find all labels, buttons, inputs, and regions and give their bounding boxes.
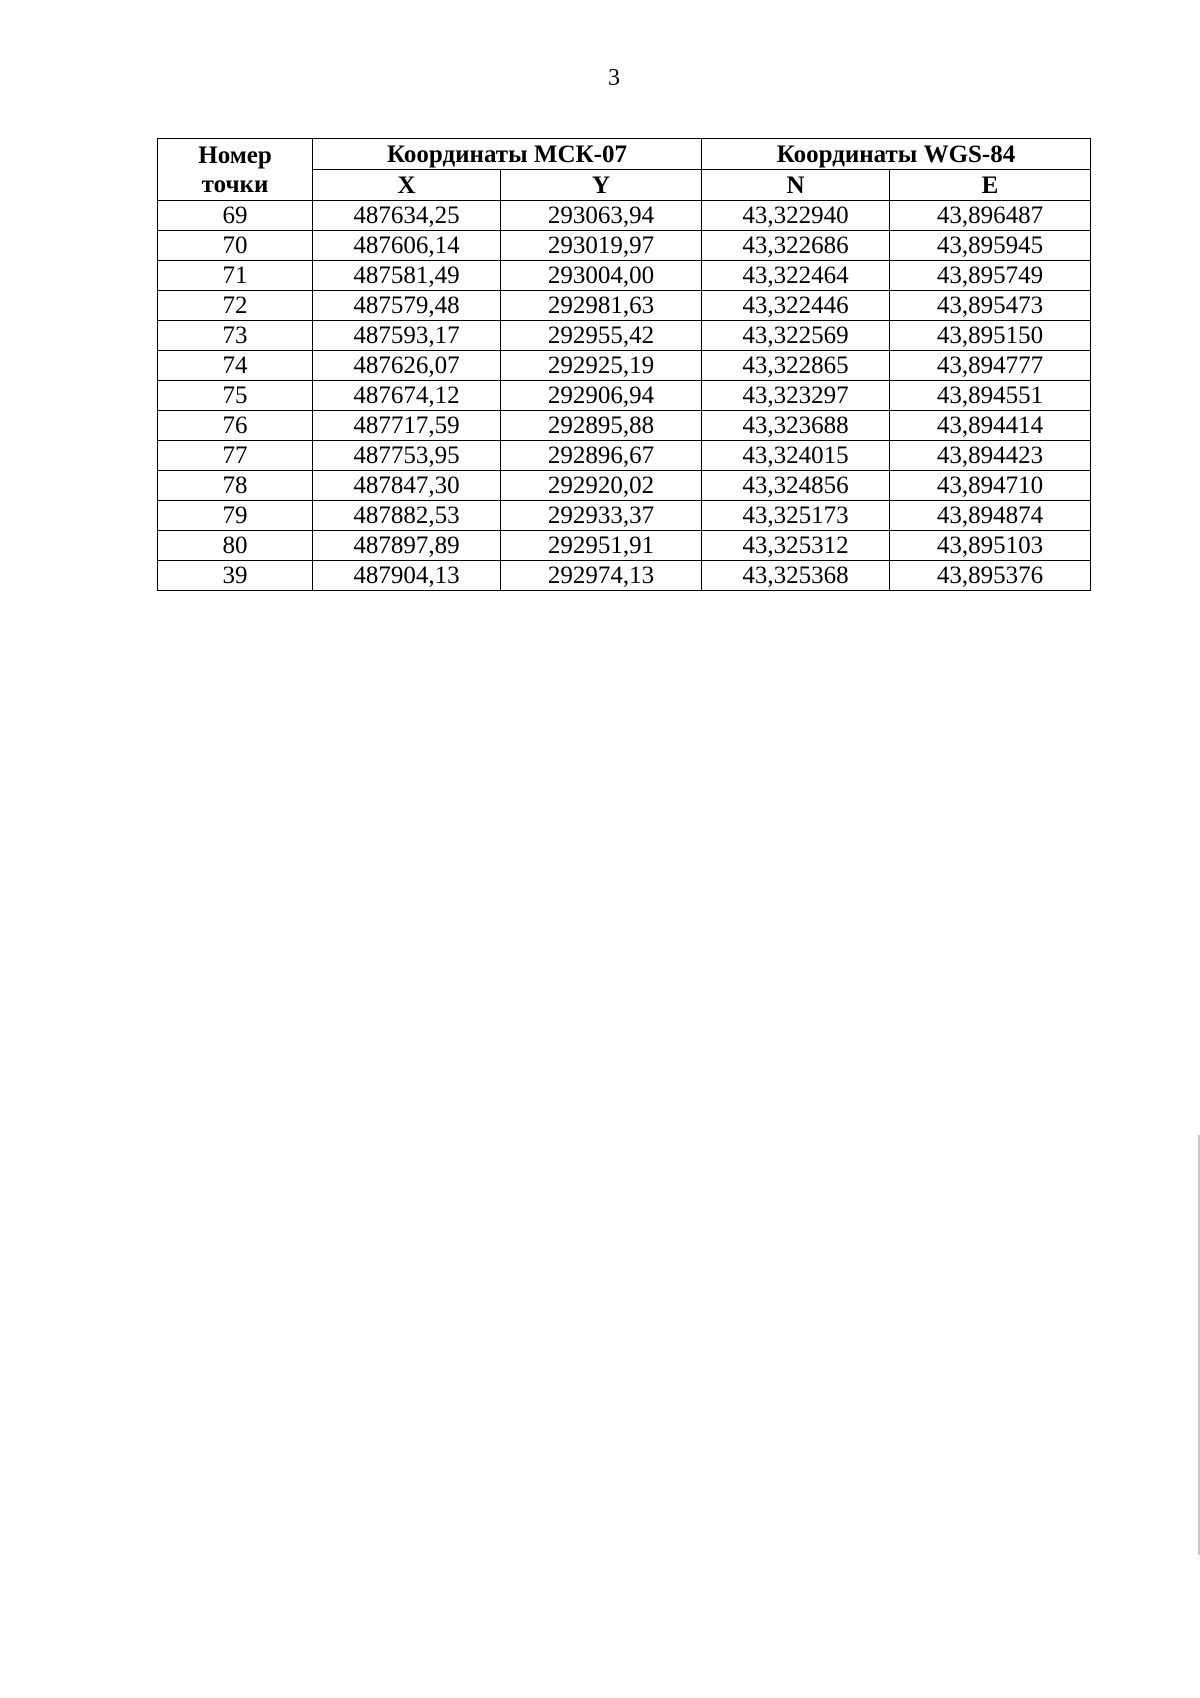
msk-x-cell: 487753,95 [313,441,501,471]
wgs-e-cell: 43,895376 [890,561,1091,591]
table-row [158,261,1091,291]
msk-x-cell: 487882,53 [313,501,501,531]
msk-y-cell: 292925,19 [501,351,702,381]
table-row [158,321,1091,351]
point-number-cell: 79 [158,501,313,531]
point-number-header-line2: точки [201,170,269,198]
msk-y-cell: 292895,88 [501,411,702,441]
msk-y-cell: 293019,97 [501,231,702,261]
msk-y-cell: 292981,63 [501,291,702,321]
msk-y-cell: 292951,91 [501,531,702,561]
table-row [158,381,1091,411]
point-number-cell: 76 [158,411,313,441]
table-header [158,139,1091,201]
wgs-n-cell: 43,322464 [702,261,890,291]
point-number-cell: 77 [158,441,313,471]
table-row [158,291,1091,321]
column-y-header: Y [501,170,702,201]
point-number-header-line1: Номер [198,141,272,169]
point-number-cell: 69 [158,201,313,231]
table-row [158,531,1091,561]
point-number-cell: 78 [158,471,313,501]
point-number-header [158,139,313,201]
msk-x-cell: 487674,12 [313,381,501,411]
msk-y-cell: 292974,13 [501,561,702,591]
table-row [158,201,1091,231]
msk-y-cell: 293063,94 [501,201,702,231]
msk-group-header: Координаты МСК-07 [313,139,702,170]
wgs-e-cell: 43,896487 [890,201,1091,231]
msk-x-cell: 487579,48 [313,291,501,321]
msk-x-cell: 487897,89 [313,531,501,561]
wgs-e-cell: 43,894874 [890,501,1091,531]
msk-x-cell: 487717,59 [313,411,501,441]
table-body [158,201,1091,591]
wgs-e-cell: 43,894414 [890,411,1091,441]
column-n-header: N [702,170,890,201]
point-number-cell: 71 [158,261,313,291]
column-x-header: X [313,170,501,201]
wgs-e-cell: 43,894777 [890,351,1091,381]
msk-x-cell: 487593,17 [313,321,501,351]
table-row [158,411,1091,441]
wgs-n-cell: 43,323297 [702,381,890,411]
table-row [158,471,1091,501]
msk-x-cell: 487606,14 [313,231,501,261]
msk-x-cell: 487626,07 [313,351,501,381]
wgs-n-cell: 43,325173 [702,501,890,531]
point-number-cell: 80 [158,531,313,561]
msk-x-cell: 487847,30 [313,471,501,501]
wgs-n-cell: 43,325368 [702,561,890,591]
point-number-cell: 73 [158,321,313,351]
point-number-cell: 74 [158,351,313,381]
point-number-cell: 39 [158,561,313,591]
table-row [158,561,1091,591]
wgs-e-cell: 43,895103 [890,531,1091,561]
coordinates-table [157,138,1091,591]
wgs-e-cell: 43,895150 [890,321,1091,351]
wgs-n-cell: 43,324015 [702,441,890,471]
table-row [158,231,1091,261]
wgs-n-cell: 43,323688 [702,411,890,441]
msk-y-cell: 292933,37 [501,501,702,531]
wgs-e-cell: 43,895473 [890,291,1091,321]
wgs-e-cell: 43,895749 [890,261,1091,291]
wgs-n-cell: 43,324856 [702,471,890,501]
column-e-header: E [890,170,1091,201]
wgs-e-cell: 43,894423 [890,441,1091,471]
wgs-e-cell: 43,894710 [890,471,1091,501]
msk-x-cell: 487904,13 [313,561,501,591]
page-number: 3 [608,65,620,91]
msk-x-cell: 487581,49 [313,261,501,291]
point-number-cell: 70 [158,231,313,261]
wgs-e-cell: 43,894551 [890,381,1091,411]
msk-y-cell: 292920,02 [501,471,702,501]
msk-y-cell: 292896,67 [501,441,702,471]
msk-y-cell: 293004,00 [501,261,702,291]
wgs-n-cell: 43,322865 [702,351,890,381]
wgs-n-cell: 43,322446 [702,291,890,321]
msk-x-cell: 487634,25 [313,201,501,231]
wgs-n-cell: 43,322569 [702,321,890,351]
wgs-n-cell: 43,325312 [702,531,890,561]
table-row [158,351,1091,381]
point-number-cell: 75 [158,381,313,411]
msk-y-cell: 292906,94 [501,381,702,411]
wgs-e-cell: 43,895945 [890,231,1091,261]
wgs-n-cell: 43,322940 [702,201,890,231]
msk-y-cell: 292955,42 [501,321,702,351]
wgs-n-cell: 43,322686 [702,231,890,261]
table-row [158,441,1091,471]
point-number-cell: 72 [158,291,313,321]
table-row [158,501,1091,531]
wgs-group-header: Координаты WGS-84 [702,139,1091,170]
